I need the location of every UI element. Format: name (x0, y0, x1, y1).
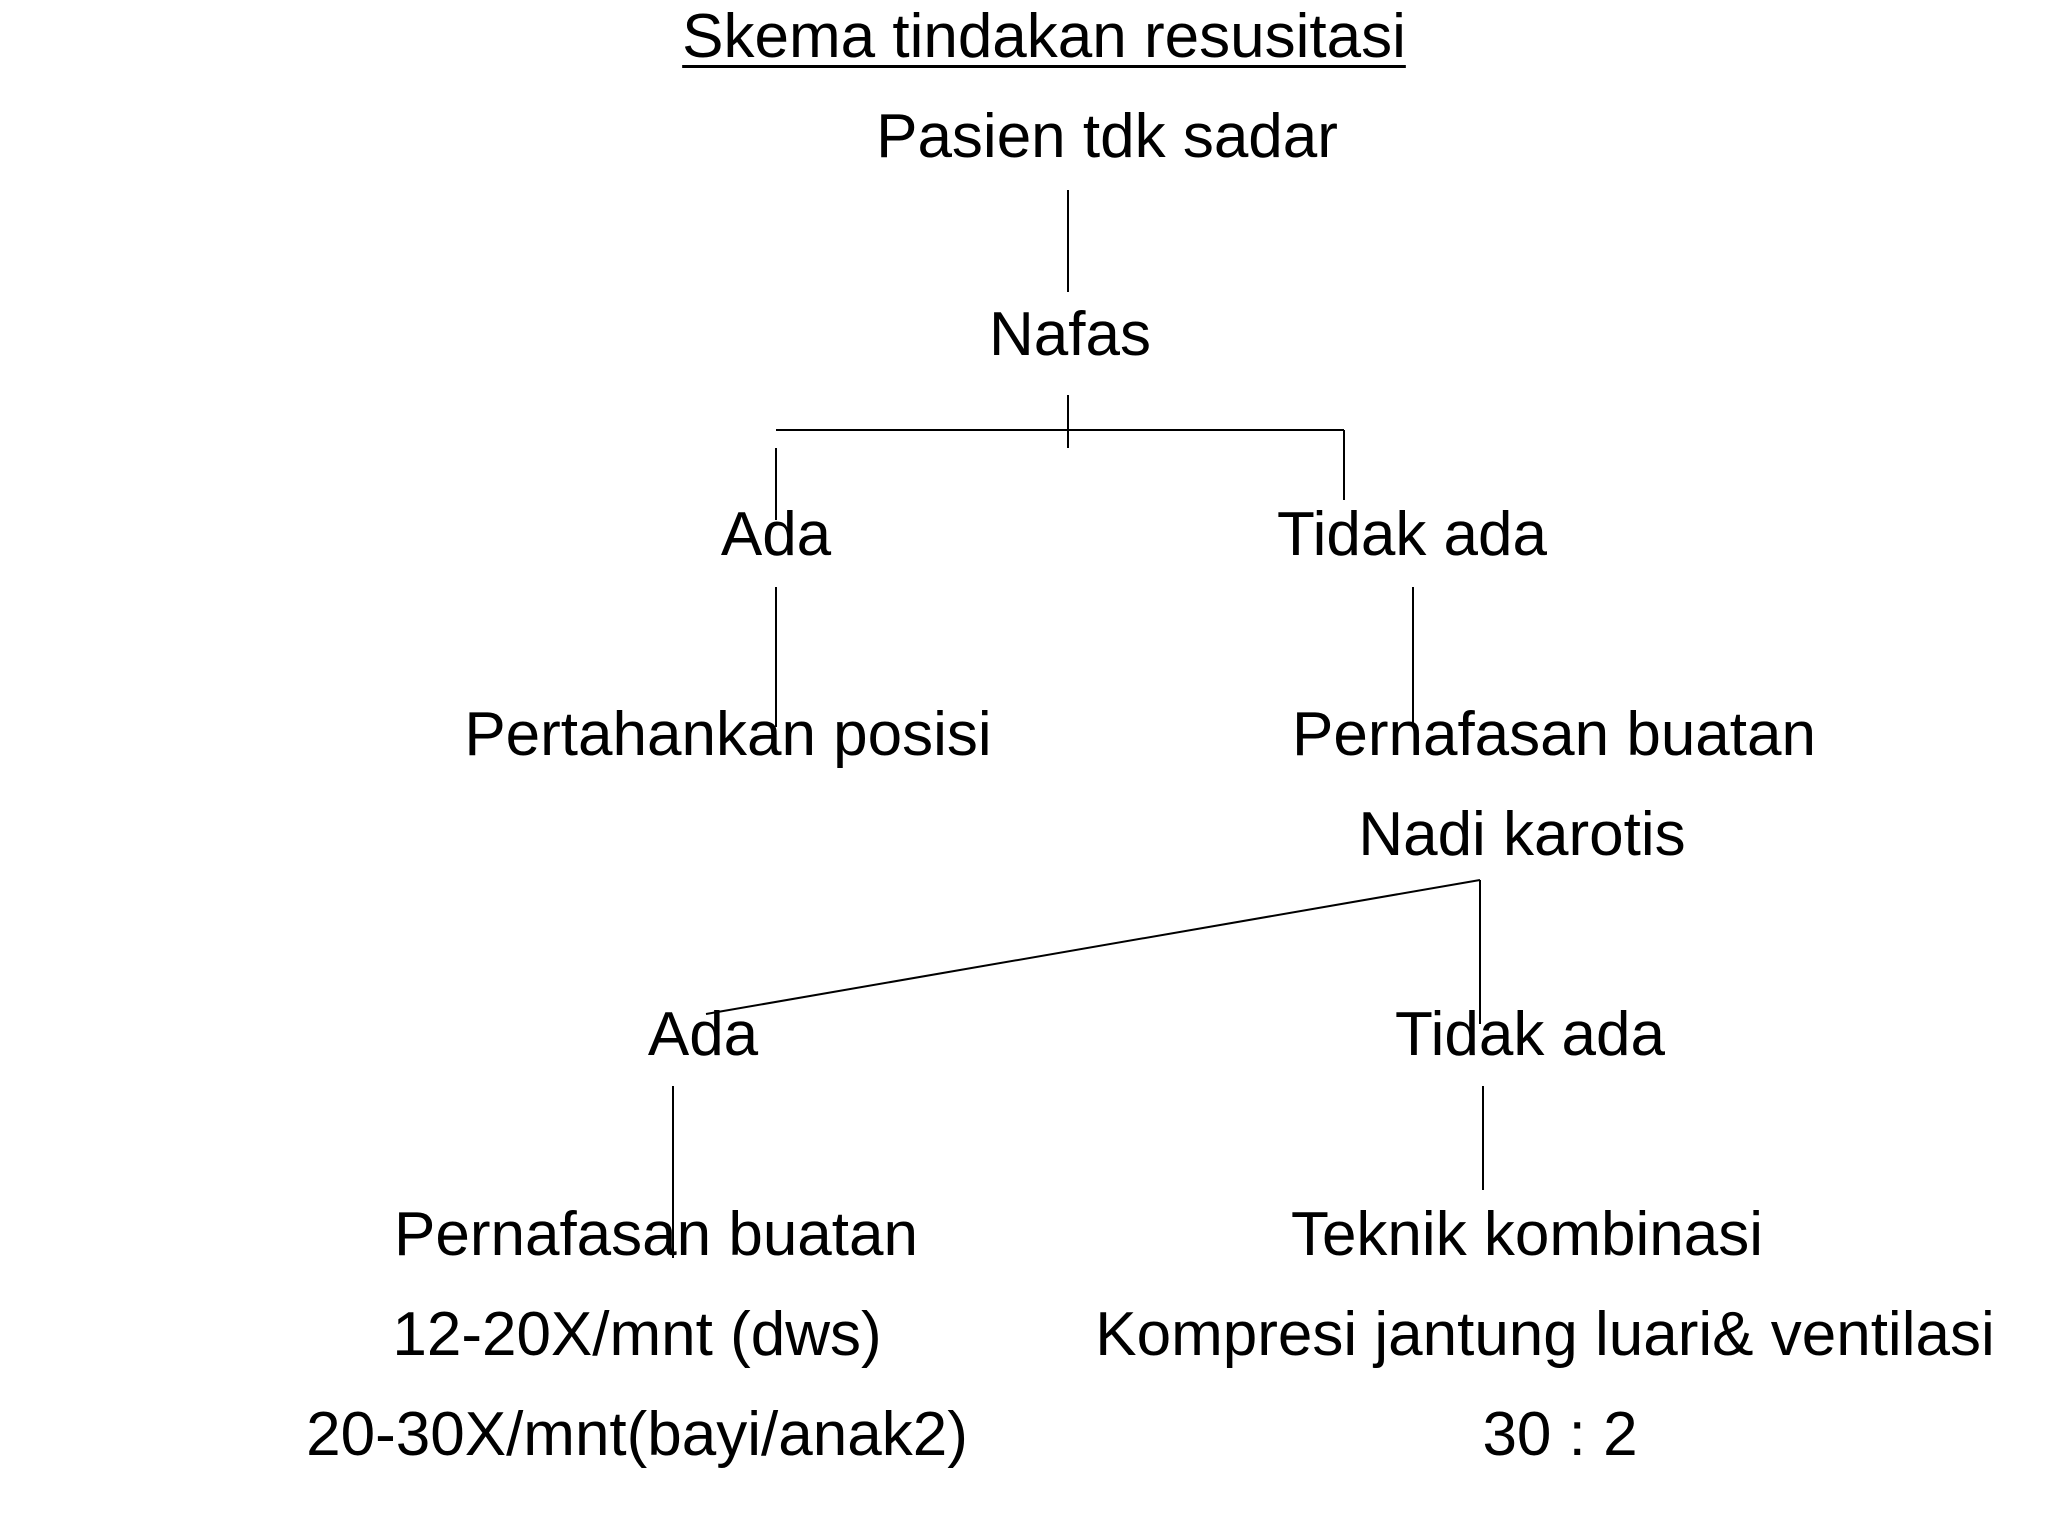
node-keep-position: Pertahankan posisi (464, 700, 992, 769)
node-breathing-check: Nafas (989, 300, 1151, 369)
node-pulse-no: Tidak ada (1395, 1000, 1665, 1069)
node-combination-line-3: 30 : 2 (1482, 1400, 1638, 1469)
node-breathing-yes: Ada (720, 500, 832, 569)
node-rescue-breathing-line-1: Pernafasan buatan (394, 1200, 918, 1269)
diagram-title: Skema tindakan resusitasi (682, 2, 1406, 71)
node-carotid-pulse: Nadi karotis (1358, 800, 1686, 869)
node-rescue-breathing-line-3: 20-30X/mnt(bayi/anak2) (306, 1400, 968, 1469)
node-unconscious-patient: Pasien tdk sadar (876, 102, 1338, 171)
connector-pulse-to-yes (706, 880, 1480, 1014)
node-rescue-breathing: Pernafasan buatan (1292, 700, 1816, 769)
node-breathing-no: Tidak ada (1277, 500, 1547, 569)
node-pulse-yes: Ada (647, 1000, 759, 1069)
node-rescue-breathing-line-2: 12-20X/mnt (dws) (392, 1300, 882, 1369)
node-combination-line-1: Teknik kombinasi (1290, 1200, 1764, 1269)
node-combination-line-2: Kompresi jantung luari& ventilasi (1095, 1300, 1995, 1369)
